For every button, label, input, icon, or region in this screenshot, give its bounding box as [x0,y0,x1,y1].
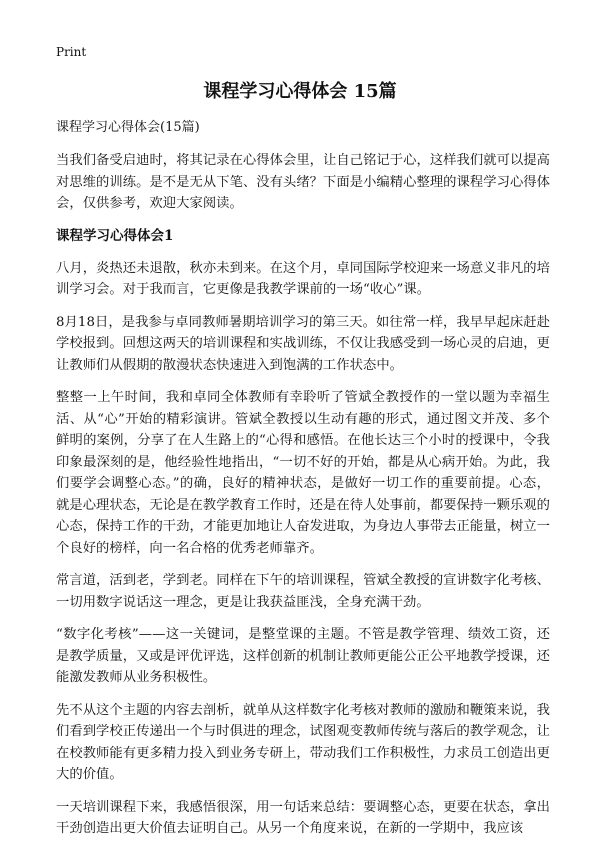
document-subtitle: 课程学习心得体会(15篇) [56,120,200,135]
body-paragraph: 常言道，活到老，学到老。同样在下午的培训课程，管斌全教授的宣讲数字化考核、一切用数字说话这一理念，更是让我获益匪浅，全身充满干劲。 [56,573,550,610]
article-body [56,150,550,851]
body-paragraph: 一天培训课程下来，我感悟很深，用一句话来总结：要调整心态，更要在状态，拿出干劲创造出更大价值去证明自己。从另一个角度来说，在新的一学期中，我应该 [56,799,550,836]
body-paragraph: “数字化考核”——这一关键词，是整堂课的主题。不管是教学管理、绩效工资，还是教学质量，又或是评优评选，这样创新的机制让教师更能公正公平地教学授课，还能激发教师从业务积极性。 [56,627,550,685]
body-paragraph: 8月18日，是我参与卓同教师暑期培训学习的第三天。如往常一样，我早早起床赶赴学校报到。回想这两天的培训课程和实战训练，不仅让我感受到一场心灵的启迪，更让教师们从假期的散漫状态快速进入到饱满的工作状态中。 [56,314,550,373]
body-paragraph: 八月，炎热还未退散，秋亦未到来。在这个月，卓同国际学校迎来一场意义非凡的培训学习会。对于我而言，它更像是我教学课前的一场“收心”课。 [56,260,550,297]
intro-paragraph: 当我们备受启迪时，将其记录在心得体会里，让自己铭记于心，这样我们就可以提高对思维的训练。是不是无从下笔、没有头绪？下面是小编精心整理的课程学习心得体会，仅供参考，欢迎大家阅读。 [56,153,550,211]
body-paragraph: 整整一上午时间，我和卓同全体教师有幸聆听了管斌全教授作的一堂以题为幸福生活、从“心”开始的精彩演讲。管斌全教授以生动有趣的形式，通过图文并茂、多个鲜明的案例，分享了在人生路上的“心得和感悟。在他长达三个小时的授课中，令我印象最深刻的是，他经验性地指出，“一切不好的开始，都是从心病开始。为此，我们要学会调整心态。”的确，良好的精神状态，是做好一切工作的重要前提。心态，就是心理状态，无论是在教学教育工作时，还是在待人处事前，都要保持一颗乐观的心态，保持工作的干劲，才能更加地让人奋发进取，为身边人事带去正能量，树立一个良好的榜样，向一名合格的优秀老师靠齐。 [56,390,550,556]
section-heading: 课程学习心得体会1 [56,227,174,244]
page-title: 课程学习心得体会 15篇 [203,81,397,102]
body-paragraph: 先不从这个主题的内容去剖析，就单从这样数字化考核对教师的激励和鞭策来说，我们看到学校正传递出一个与时俱进的理念，试图观变教师传统与落后的教学观念，让在校教师能有更多精力投入到业务专研上，带动我们工作积极性，力求员工创造出更大的价值。 [56,702,550,782]
print-link[interactable]: Print [56,45,87,59]
